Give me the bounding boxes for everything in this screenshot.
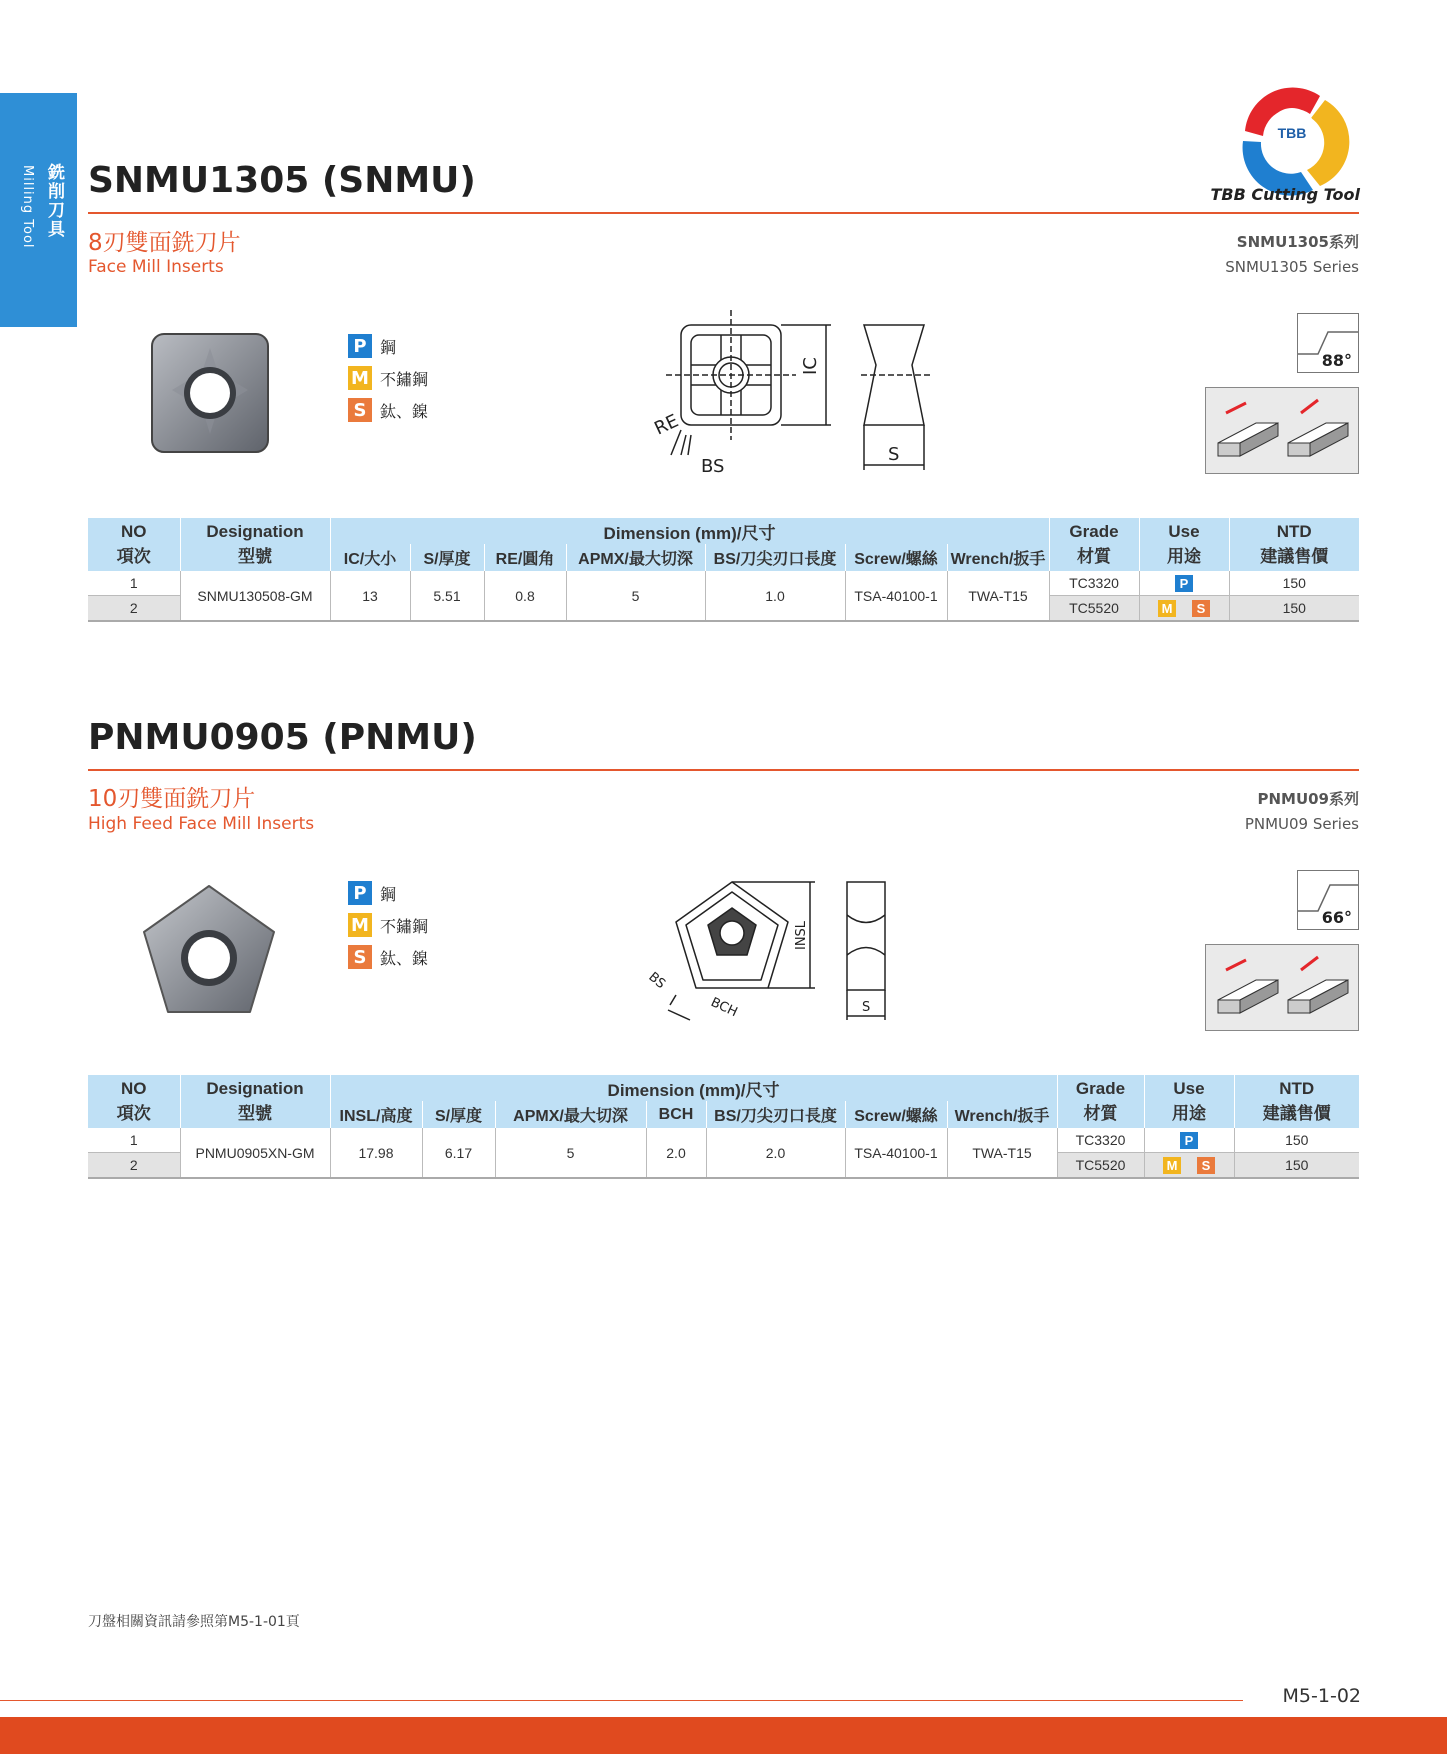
header-ntd: NTD 建議售價 (1229, 518, 1359, 571)
header-no: NO 項次 (88, 1075, 180, 1128)
use-s-icon: S (1192, 600, 1210, 617)
legend-s-label: 鈦、鎳 (380, 948, 429, 968)
legend-p-label: 鋼 (380, 337, 397, 357)
section-1-series-zh: SNMU1305系列 (1236, 233, 1359, 251)
cell-dim: TSA-40100-1 (845, 571, 947, 621)
drawing-1-label-height: IC (800, 357, 821, 375)
section-2-lead-angle: 66° (1321, 908, 1352, 927)
drawing-1-label-a: RE (651, 410, 682, 440)
cell-designation: SNMU130508-GM (180, 571, 330, 621)
section-2-lead-angle-box (1297, 870, 1359, 930)
legend-s-icon: S (348, 945, 372, 969)
legend-m-icon: M (348, 913, 372, 937)
table-row (88, 571, 1359, 596)
legend-p-icon: P (348, 334, 372, 358)
drawing-2-label-a: BS (645, 969, 669, 992)
cell-use (1144, 1128, 1234, 1153)
section-2-series-zh: PNMU09系列 (1257, 790, 1359, 808)
logo-text: TBB (1277, 125, 1307, 141)
cell-grade: TC5520 (1049, 596, 1139, 622)
side-category-tab (0, 93, 77, 327)
drawing-1-label-thickness: S (888, 444, 900, 465)
footer-bar (0, 1717, 1447, 1754)
drawing-2-label-thickness: S (862, 1000, 871, 1015)
header-dimension: Dimension (mm)/尺寸 (330, 1075, 1057, 1101)
header-dim: Screw/螺絲 (845, 1101, 947, 1128)
section-2-spec-table (88, 1075, 1359, 1179)
cell-dim: 0.8 (484, 571, 566, 621)
cell-dim: 5.51 (410, 571, 484, 621)
section-1-technical-drawing (636, 305, 946, 485)
header-dim: INSL/高度 (330, 1101, 422, 1128)
cell-no: 1 (88, 1128, 180, 1153)
header-use: Use 用途 (1139, 518, 1229, 571)
drawing-2-label-b: BCH (708, 995, 740, 1021)
cell-dim: TSA-40100-1 (845, 1128, 947, 1178)
section-2-title: PNMU0905 (PNMU) (88, 717, 477, 758)
header-dim: S/厚度 (410, 544, 484, 571)
cell-designation: PNMU0905XN-GM (180, 1128, 330, 1178)
section-1-subtitle-en: Face Mill Inserts (88, 257, 224, 277)
header-ntd: NTD 建議售價 (1234, 1075, 1359, 1128)
cell-ntd: 150 (1229, 571, 1359, 596)
table-row (88, 1128, 1359, 1153)
cell-dim: 5 (566, 571, 705, 621)
cell-dim: 17.98 (330, 1128, 422, 1178)
legend-s-icon: S (348, 398, 372, 422)
cell-dim: 2.0 (706, 1128, 845, 1178)
header-dim: BS/刀尖刃口長度 (706, 1101, 845, 1128)
section-2-subtitle-zh: 10刃雙面銑刀片 (88, 786, 256, 812)
cell-dim: 5 (495, 1128, 646, 1178)
footer-divider (0, 1700, 1243, 1701)
cell-use (1139, 596, 1229, 622)
header-dim: APMX/最大切深 (495, 1101, 646, 1128)
header-grade: Grade 材質 (1049, 518, 1139, 571)
header-dim: BS/刀尖刃口長度 (705, 544, 845, 571)
section-2-subtitle-en: High Feed Face Mill Inserts (88, 814, 315, 834)
section-1-material-legend (348, 330, 428, 426)
section-1-subtitle-zh: 8刃雙面銑刀片 (88, 230, 241, 256)
section-1-lead-angle: 88° (1321, 351, 1352, 370)
header-dim: IC/大小 (330, 544, 410, 571)
cell-dim: 1.0 (705, 571, 845, 621)
section-2-technical-drawing (640, 870, 900, 1030)
cell-grade: TC3320 (1049, 571, 1139, 596)
header-designation: Designation 型號 (180, 1075, 330, 1128)
use-m-icon: M (1163, 1157, 1181, 1174)
header-grade: Grade 材質 (1057, 1075, 1144, 1128)
use-p-icon: P (1180, 1132, 1198, 1149)
section-1-machining-icon (1205, 387, 1359, 474)
pentagon-insert-image (136, 880, 282, 1020)
header-designation: Designation 型號 (180, 518, 330, 571)
cell-dim: TWA-T15 (947, 1128, 1057, 1178)
cell-dim: TWA-T15 (947, 571, 1049, 621)
header-no: NO 項次 (88, 518, 180, 571)
section-1-lead-angle-box (1297, 313, 1359, 373)
use-p-icon: P (1175, 575, 1193, 592)
use-s-icon: S (1197, 1157, 1215, 1174)
header-dimension: Dimension (mm)/尺寸 (330, 518, 1049, 544)
cell-grade: TC5520 (1057, 1153, 1144, 1179)
header-dim: Wrench/扳手 (947, 1101, 1057, 1128)
section-2-divider (88, 769, 1359, 771)
drawing-2-label-height: INSL (794, 920, 809, 950)
square-insert-image (148, 330, 272, 456)
header-use: Use 用途 (1144, 1075, 1234, 1128)
header-dim: Screw/螺絲 (845, 544, 947, 571)
section-1-spec-table (88, 518, 1359, 622)
legend-p-icon: P (348, 881, 372, 905)
cell-ntd: 150 (1229, 596, 1359, 622)
cell-grade: TC3320 (1057, 1128, 1144, 1153)
page-number: M5-1-02 (1282, 1685, 1361, 1707)
brand-name: TBB Cutting Tool (1210, 185, 1360, 204)
drawing-1-label-b: BS (701, 456, 725, 477)
header-dim: BCH (646, 1101, 706, 1128)
cell-ntd: 150 (1234, 1153, 1359, 1179)
header-dim: S/厚度 (422, 1101, 495, 1128)
section-2-series-en: PNMU09 Series (1244, 815, 1359, 833)
header-dim: APMX/最大切深 (566, 544, 705, 571)
section-1-series-en: SNMU1305 Series (1225, 258, 1359, 276)
footnote: 刀盤相關資訊請參照第M5-1-01頁 (88, 1614, 300, 1630)
cell-no: 2 (88, 596, 180, 622)
cell-dim: 6.17 (422, 1128, 495, 1178)
cell-dim: 13 (330, 571, 410, 621)
legend-m-icon: M (348, 366, 372, 390)
use-m-icon: M (1158, 600, 1176, 617)
legend-m-label: 不鏽鋼 (380, 369, 429, 389)
cell-no: 1 (88, 571, 180, 596)
section-1-title: SNMU1305 (SNMU) (88, 160, 476, 201)
header-dim: RE/圓角 (484, 544, 566, 571)
cell-use (1144, 1153, 1234, 1179)
side-tab-zh: 銑削刀具 (44, 163, 64, 239)
side-tab-en: Milling Tool (20, 165, 35, 249)
legend-s-label: 鈦、鎳 (380, 401, 429, 421)
cell-use (1139, 571, 1229, 596)
cell-ntd: 150 (1234, 1128, 1359, 1153)
cell-no: 2 (88, 1153, 180, 1179)
section-2-machining-icon (1205, 944, 1359, 1031)
section-1-divider (88, 212, 1359, 214)
legend-p-label: 鋼 (380, 884, 397, 904)
section-2-material-legend (348, 877, 428, 973)
header-dim: Wrench/扳手 (947, 544, 1049, 571)
legend-m-label: 不鏽鋼 (380, 916, 429, 936)
cell-dim: 2.0 (646, 1128, 706, 1178)
